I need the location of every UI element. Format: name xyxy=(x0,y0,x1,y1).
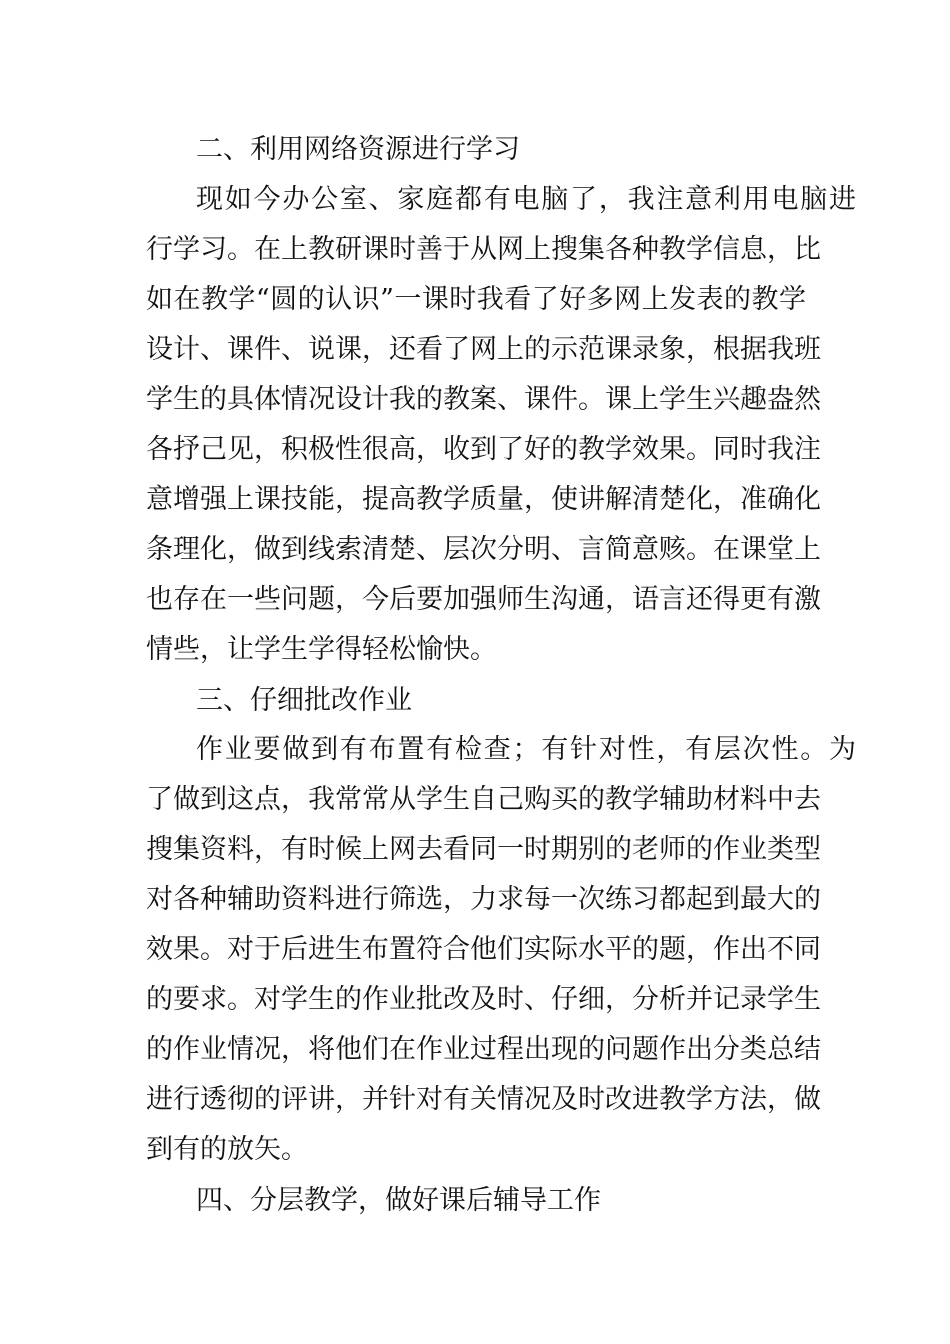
paragraph-line: 如在教学“圆的认识”一课时我看了好多网上发表的教学 xyxy=(146,284,806,315)
paragraph-line: 条理化，做到线索清楚、层次分明、言简意赅。在课堂上 xyxy=(146,534,821,565)
paragraph-line: 搜集资料，有时候上网去看同一时期别的老师的作业类型 xyxy=(146,834,821,865)
paragraph-line: 学生的具体情况设计我的教案、课件。课上学生兴趣盎然 xyxy=(146,384,821,415)
paragraph-line: 作业要做到有布置有检查；有针对性，有层次性。为 xyxy=(196,734,856,765)
section-heading: 二、利用网络资源进行学习 xyxy=(196,134,520,165)
paragraph-line: 效果。对于后进生布置符合他们实际水平的题，作出不同 xyxy=(146,934,821,965)
paragraph-line: 也存在一些问题，今后要加强师生沟通，语言还得更有激 xyxy=(146,584,821,615)
paragraph-line: 设计、课件、说课，还看了网上的示范课录象，根据我班 xyxy=(146,334,821,365)
paragraph-line: 到有的放矢。 xyxy=(146,1134,308,1165)
paragraph-line: 进行透彻的评讲，并针对有关情况及时改进教学方法，做 xyxy=(146,1084,821,1115)
paragraph-line: 的要求。对学生的作业批改及时、仔细，分析并记录学生 xyxy=(146,984,821,1015)
paragraph-line: 各抒己见，积极性很高，收到了好的教学效果。同时我注 xyxy=(146,434,821,465)
paragraph-line: 情些，让学生学得轻松愉快。 xyxy=(146,634,497,665)
section-heading: 三、仔细批改作业 xyxy=(196,685,412,716)
paragraph-line: 行学习。在上教研课时善于从网上搜集各种教学信息，比 xyxy=(146,234,821,265)
paragraph-line: 现如今办公室、家庭都有电脑了，我注意利用电脑进 xyxy=(196,184,856,215)
section-heading: 四、分层教学，做好课后辅导工作 xyxy=(196,1185,601,1216)
paragraph-line: 了做到这点，我常常从学生自己购买的教学辅助材料中去 xyxy=(146,784,821,815)
paragraph-line: 意增强上课技能，提高教学质量，使讲解清楚化，准确化 xyxy=(146,484,821,515)
paragraph-line: 的作业情况，将他们在作业过程出现的问题作出分类总结 xyxy=(146,1034,821,1065)
paragraph-line: 对各种辅助资料进行筛选，力求每一次练习都起到最大的 xyxy=(146,884,821,915)
